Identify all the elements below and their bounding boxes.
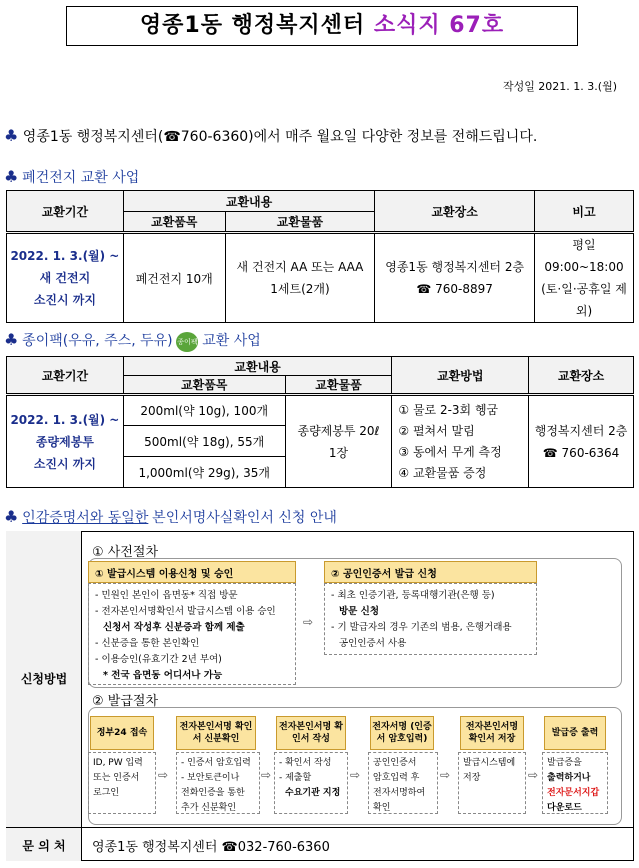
step6-line1: 발급증을 bbox=[547, 758, 582, 768]
battery-period-line1: 2022. 1. 3.(월) ~ bbox=[10, 249, 120, 263]
paper-goods-line2: 1장 bbox=[328, 445, 349, 460]
paper-place bbox=[529, 395, 634, 488]
paper-goods bbox=[285, 395, 392, 488]
box1-line5: - 이용승인(유효기간 2년 부여) bbox=[95, 654, 222, 665]
contact-value: 영종1동 행정복지센터 ☎032-760-6360 bbox=[92, 840, 330, 855]
paper-heading bbox=[4, 330, 261, 352]
recycle-icon: 종이팩 bbox=[176, 332, 198, 352]
paper-item-2: 500ml(약 18g), 55개 bbox=[123, 426, 285, 457]
battery-goods-line1: 새 건전지 AA 또는 AAA bbox=[236, 260, 364, 274]
battery-h-place: 교환장소 bbox=[375, 191, 535, 233]
paper-place-line2: ☎ 760-6364 bbox=[542, 445, 620, 460]
box1-head: ① 발급시스템 이용신청 및 승인 bbox=[88, 561, 296, 583]
box1-line6: * 전국 읍면동 어디서나 가능 bbox=[103, 670, 223, 681]
battery-period-line3: 소진시 까지 bbox=[33, 293, 96, 307]
paper-goods-line1: 종량제봉투 20ℓ bbox=[297, 423, 380, 438]
step4-body bbox=[368, 752, 438, 814]
step6-line3: 전자문서지갑 bbox=[547, 788, 600, 798]
paper-period-line2: 종량제봉투 bbox=[35, 434, 94, 449]
arrow-right-icon: ⇨ bbox=[303, 615, 314, 629]
battery-table bbox=[6, 190, 634, 323]
club-icon: ♣ bbox=[4, 330, 19, 349]
step1-line3: 로그인 bbox=[93, 788, 120, 798]
step4-head: 전자서명 (인증서 암호입력) bbox=[370, 716, 434, 750]
arrow-right-icon: ⇨ bbox=[261, 768, 272, 782]
contact-divider bbox=[6, 827, 634, 828]
issue-procedure-title: ② 발급절차 bbox=[92, 694, 159, 709]
box1-line1: - 민원인 본인이 읍면동* 직접 방문 bbox=[95, 590, 238, 601]
step3-line2: - 제출할 bbox=[279, 773, 312, 783]
paper-h-item: 교환품목 bbox=[123, 376, 285, 395]
box1-line2: - 전자본인서명확인서 발급시스템 이용 승인 bbox=[95, 606, 276, 617]
paper-place-line1: 행정복지센터 2층 bbox=[534, 423, 628, 438]
battery-item: 폐건전지 10개 bbox=[123, 233, 225, 323]
paper-item-1: 200ml(약 10g), 100개 bbox=[123, 395, 285, 426]
seal-heading-rest: 본인서명사실확인서 신청 안내 bbox=[152, 510, 337, 526]
contact-label: 문 의 처 bbox=[22, 839, 66, 853]
paper-h-goods: 교환물품 bbox=[285, 376, 392, 395]
battery-place bbox=[375, 233, 535, 323]
paper-h-method: 교환방법 bbox=[392, 357, 529, 395]
step4-line2: 암호입력 후 bbox=[373, 773, 420, 783]
box2-body bbox=[324, 583, 537, 655]
battery-h-content: 교환내용 bbox=[123, 191, 375, 212]
battery-place-line1: 영종1동 행정복지센터 2층 bbox=[385, 260, 525, 274]
paper-methods bbox=[392, 395, 529, 488]
battery-period-line2: 새 건전지 bbox=[39, 271, 91, 285]
step4-line4: 확인 bbox=[373, 803, 391, 813]
paper-heading-post: 교환 사업 bbox=[202, 333, 261, 349]
newsletter-title bbox=[66, 6, 578, 46]
paper-method-1: ① 물로 2-3회 헹굼 bbox=[398, 402, 499, 417]
arrow-right-icon: ⇨ bbox=[528, 768, 539, 782]
club-icon: ♣ bbox=[4, 507, 19, 526]
title-issue: 소식지 67호 bbox=[373, 13, 505, 38]
paper-method-3: ③ 동에서 무게 측정 bbox=[398, 444, 502, 459]
box2-head: ② 공인인증서 발급 신청 bbox=[324, 561, 537, 583]
step5-body bbox=[458, 752, 526, 814]
battery-goods-line2: 1세트(2개) bbox=[270, 282, 330, 296]
intro-line bbox=[4, 126, 537, 146]
box2-line4: 공인인증서 사용 bbox=[339, 638, 407, 649]
step3-line1: - 확인서 작성 bbox=[279, 758, 332, 768]
step1-body bbox=[88, 752, 156, 814]
step1-head: 정부24 접속 bbox=[90, 716, 154, 750]
box1-body bbox=[88, 583, 296, 685]
step6-body bbox=[542, 752, 608, 814]
seal-heading-underlined: 인감증명서와 동일한 bbox=[22, 510, 149, 526]
paper-h-place: 교환장소 bbox=[529, 357, 634, 395]
paper-method-4: ④ 교환물품 증정 bbox=[398, 465, 487, 480]
battery-h-period: 교환기간 bbox=[7, 191, 124, 233]
step6-head: 발급증 출력 bbox=[544, 716, 606, 750]
step4-line3: 전자서명하여 bbox=[373, 788, 426, 798]
arrow-right-icon: ⇨ bbox=[440, 768, 451, 782]
battery-heading-text: 폐건전지 교환 사업 bbox=[22, 170, 140, 186]
battery-note-line2: (토·일·공휴일 제외) bbox=[541, 282, 627, 318]
paper-h-content: 교환내용 bbox=[123, 357, 392, 376]
intro-text: 영종1동 행정복지센터(☎760-6360)에서 매주 월요일 다양한 정보를 전해드립니다. bbox=[22, 129, 538, 145]
step5-line1: 발급시스템에 bbox=[463, 758, 516, 768]
step2-line3: 전화인증을 통한 bbox=[181, 788, 245, 798]
battery-heading bbox=[4, 167, 139, 187]
step2-head: 전자본인서명 확인서 신분확인 bbox=[176, 716, 256, 750]
paper-heading-pre: 종이팩(우유, 주스, 두유) bbox=[22, 333, 173, 349]
battery-note bbox=[535, 233, 634, 323]
battery-place-line2: ☎ 760-8897 bbox=[416, 282, 493, 296]
paper-method-2: ② 펼쳐서 말림 bbox=[398, 423, 475, 438]
battery-h-goods: 교환물품 bbox=[225, 212, 375, 233]
step1-line1: ID, PW 입력 bbox=[93, 758, 143, 768]
battery-note-line1: 평일 09:00~18:00 bbox=[544, 238, 624, 274]
club-icon: ♣ bbox=[4, 167, 19, 186]
step1-line2: 또는 인증서 bbox=[93, 773, 140, 783]
paper-period-line3: 소진시 까지 bbox=[33, 456, 96, 471]
step6-line2: 출력하거나 bbox=[547, 773, 591, 783]
box2-line2: 방문 신청 bbox=[339, 606, 380, 617]
step2-body bbox=[176, 752, 260, 814]
step5-head: 전자본인서명 확인서 저장 bbox=[460, 716, 524, 750]
written-date: 작성일 2021. 1. 3.(월) bbox=[502, 80, 617, 93]
step4-line1: 공인인증서 bbox=[373, 758, 417, 768]
paper-period-line1: 2022. 1. 3.(월) ~ bbox=[10, 412, 120, 427]
box2-line3: - 기 발급자의 경우 기존의 범용, 은행거래용 bbox=[331, 622, 512, 633]
battery-h-note: 비고 bbox=[535, 191, 634, 233]
pre-procedure-title: ① 사전절차 bbox=[92, 545, 159, 560]
box2-line1: - 최초 인증기관, 등록대행기관(은행 등) bbox=[331, 590, 495, 601]
step6-line4: 다운로드 bbox=[547, 803, 582, 813]
battery-period bbox=[7, 233, 124, 323]
battery-goods bbox=[225, 233, 375, 323]
paper-table bbox=[6, 356, 634, 488]
arrow-right-icon: ⇨ bbox=[158, 768, 169, 782]
paper-h-period: 교환기간 bbox=[7, 357, 124, 395]
arrow-right-icon: ⇨ bbox=[350, 768, 361, 782]
step2-line1: - 인증서 암호입력 bbox=[181, 758, 251, 768]
step2-line2: - 보안토큰이나 bbox=[181, 773, 240, 783]
step3-head: 전자본인서명 확인서 작성 bbox=[276, 716, 346, 750]
paper-period bbox=[7, 395, 124, 488]
box1-line4: - 신분증을 통한 본인확인 bbox=[95, 638, 200, 649]
paper-item-3: 1,000ml(약 29g), 35개 bbox=[123, 457, 285, 488]
box1-line3: 신청서 작성후 신분증과 함께 제출 bbox=[103, 622, 245, 633]
step2-line4: 추가 신분확인 bbox=[181, 803, 237, 813]
step3-body bbox=[274, 752, 348, 814]
title-main: 영종1동 행정복지센터 bbox=[139, 13, 366, 38]
apply-label: 신청방법 bbox=[20, 672, 68, 686]
seal-heading bbox=[4, 507, 337, 527]
battery-h-item: 교환품목 bbox=[123, 212, 225, 233]
club-icon: ♣ bbox=[4, 126, 19, 145]
step3-line3: 수요기관 지정 bbox=[285, 788, 341, 798]
step5-line2: 저장 bbox=[463, 773, 481, 783]
